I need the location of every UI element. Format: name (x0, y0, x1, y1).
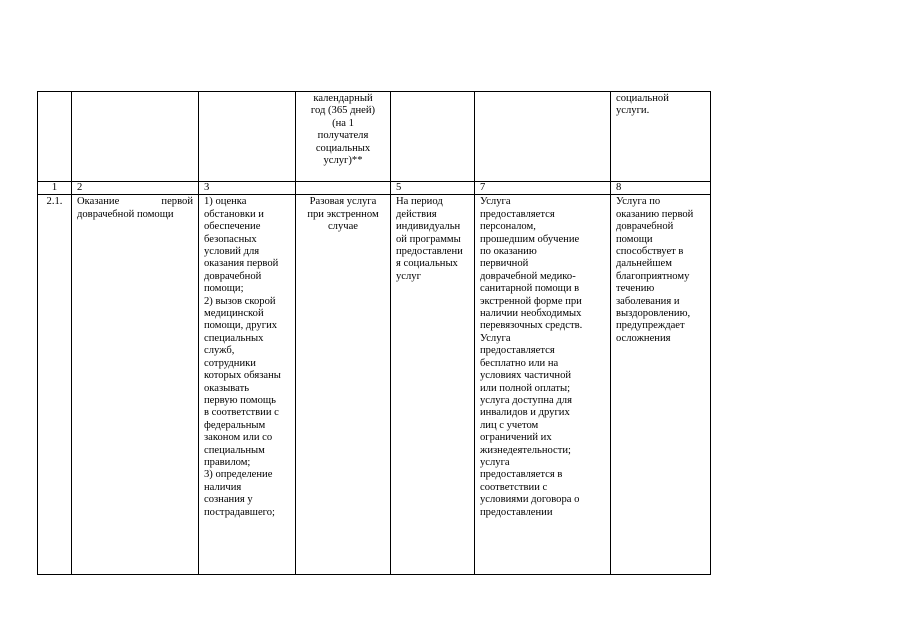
conditions-line: лиц с учетом (480, 419, 539, 431)
term-line: индивидуальн (396, 221, 461, 233)
header-cell-4 (296, 92, 391, 182)
content-line: 1) оценка (204, 196, 247, 208)
conditions-line: наличии необходимых (480, 308, 582, 320)
content-line: обстановки и (204, 208, 264, 220)
conditions-line: доврачебной медико- (480, 270, 576, 282)
conditions-line: или полной оплаты; (480, 382, 571, 394)
term-line: я социальных (396, 258, 458, 270)
header-cell-8 (611, 92, 711, 182)
content-line: сознания у (204, 494, 253, 506)
result-line: предупреждает (616, 320, 685, 332)
term-line: На период (396, 196, 443, 208)
conditions-line: бесплатно или на (480, 357, 559, 369)
result-line: выздоровлению, (616, 308, 691, 320)
header-col4-line: (на 1 (332, 117, 354, 129)
header-cell-7 (475, 92, 611, 182)
content-line: пострадавшего; (204, 506, 275, 518)
service-name: Оказание первой доврачебной помощи (72, 195, 199, 575)
service-conditions (475, 195, 611, 575)
conditions-line: предоставляется в (480, 469, 563, 481)
header-col4-line: год (365 дней) (310, 105, 376, 117)
conditions-line: по оказанию (480, 246, 537, 258)
content-line: оказывать (204, 382, 250, 394)
conditions-line: услуга доступна для (480, 394, 572, 406)
content-line: в соответствии с (204, 407, 279, 419)
result-line: помощи (616, 233, 653, 245)
column-number: 5 (391, 182, 475, 195)
conditions-line: предоставляется (480, 345, 555, 357)
conditions-line: персоналом, (480, 221, 536, 233)
header-col4-line: календарный (313, 93, 373, 104)
column-number: 1 (38, 182, 72, 195)
service-norm (296, 195, 391, 575)
header-col4-line: социальных (315, 142, 371, 154)
term-line: ой программы (396, 233, 461, 245)
result-line: способствует в (616, 246, 684, 258)
conditions-line: перевязочных средств. (480, 320, 583, 332)
content-line: 3) определение (204, 469, 273, 481)
services-table (37, 91, 711, 575)
norm-line: Разовая услуга (309, 196, 377, 208)
content-line: условий для (204, 246, 260, 258)
conditions-line: услуга (480, 456, 510, 468)
content-line: специальным (204, 444, 265, 456)
column-number: 2 (72, 182, 199, 195)
column-number: 7 (475, 182, 611, 195)
result-line: заболевания и (616, 295, 680, 307)
header-continuation-row (38, 92, 711, 182)
conditions-line: условиями договора о (480, 494, 580, 506)
content-line: 2) вызов скорой (204, 295, 276, 307)
content-line: первую помощь (204, 394, 276, 406)
conditions-line: Услуга (480, 196, 511, 208)
content-line: обеспечение (204, 221, 261, 233)
header-col4-line: услуг)** (323, 155, 363, 167)
header-col4-line: получателя (317, 130, 369, 142)
result-line: доврачебной (616, 221, 674, 233)
service-content (199, 195, 296, 575)
result-line: оказанию первой (616, 208, 694, 220)
conditions-line: жизнедеятельности; (480, 444, 571, 456)
norm-line: при экстренном (307, 208, 379, 220)
conditions-line: экстренной форме при (480, 295, 582, 307)
service-term (391, 195, 475, 575)
content-line: доврачебной (204, 270, 262, 282)
column-number: 3 (199, 182, 296, 195)
result-line: дальнейшем (616, 258, 672, 270)
header-cell-3 (199, 92, 296, 182)
header-cell-1 (38, 92, 72, 182)
term-line: услуг (396, 270, 421, 282)
norm-line: случае (327, 221, 359, 233)
header-col8-line: социальной (616, 93, 669, 104)
table-row (38, 195, 711, 575)
term-line: действия (396, 208, 437, 220)
service-result (611, 195, 711, 575)
result-line: течению (616, 283, 655, 295)
content-line: служб, (204, 345, 235, 357)
conditions-line: условиях частичной (480, 370, 572, 382)
conditions-line: инвалидов и других (480, 407, 570, 419)
column-number: 8 (611, 182, 711, 195)
content-line: которых обязаны (204, 370, 281, 382)
conditions-line: соответствии с (480, 481, 548, 493)
header-cell-5 (391, 92, 475, 182)
conditions-line: санитарной помощи в (480, 283, 580, 295)
result-line: Услуга по (616, 196, 661, 208)
content-line: помощи, других (204, 320, 278, 332)
conditions-line: прошедшим обучение (480, 233, 580, 245)
content-line: безопасных (204, 233, 257, 245)
content-line: медицинской (204, 308, 264, 320)
result-line: осложнения (616, 332, 671, 344)
content-line: правилом; (204, 456, 251, 468)
content-line: законом или со (204, 432, 273, 444)
content-line: сотрудники (204, 357, 256, 369)
term-line: предоставлени (396, 246, 463, 258)
row-number: 2.1. (38, 195, 72, 575)
header-col8-line: услуги. (616, 105, 650, 117)
header-cell-2 (72, 92, 199, 182)
content-line: наличия (204, 481, 242, 493)
conditions-line: ограничений их (480, 432, 552, 444)
content-line: помощи; (204, 283, 244, 295)
column-numbers-row (38, 182, 711, 195)
result-line: благоприятному (616, 270, 690, 282)
content-line: оказания первой (204, 258, 279, 270)
conditions-line: первичной (480, 258, 529, 270)
conditions-line: Услуга (480, 332, 511, 344)
conditions-line: предоставляется (480, 208, 555, 220)
conditions-line: предоставлении (480, 506, 553, 518)
content-line: специальных (204, 332, 264, 344)
column-number (296, 182, 391, 195)
content-line: федеральным (204, 419, 266, 431)
